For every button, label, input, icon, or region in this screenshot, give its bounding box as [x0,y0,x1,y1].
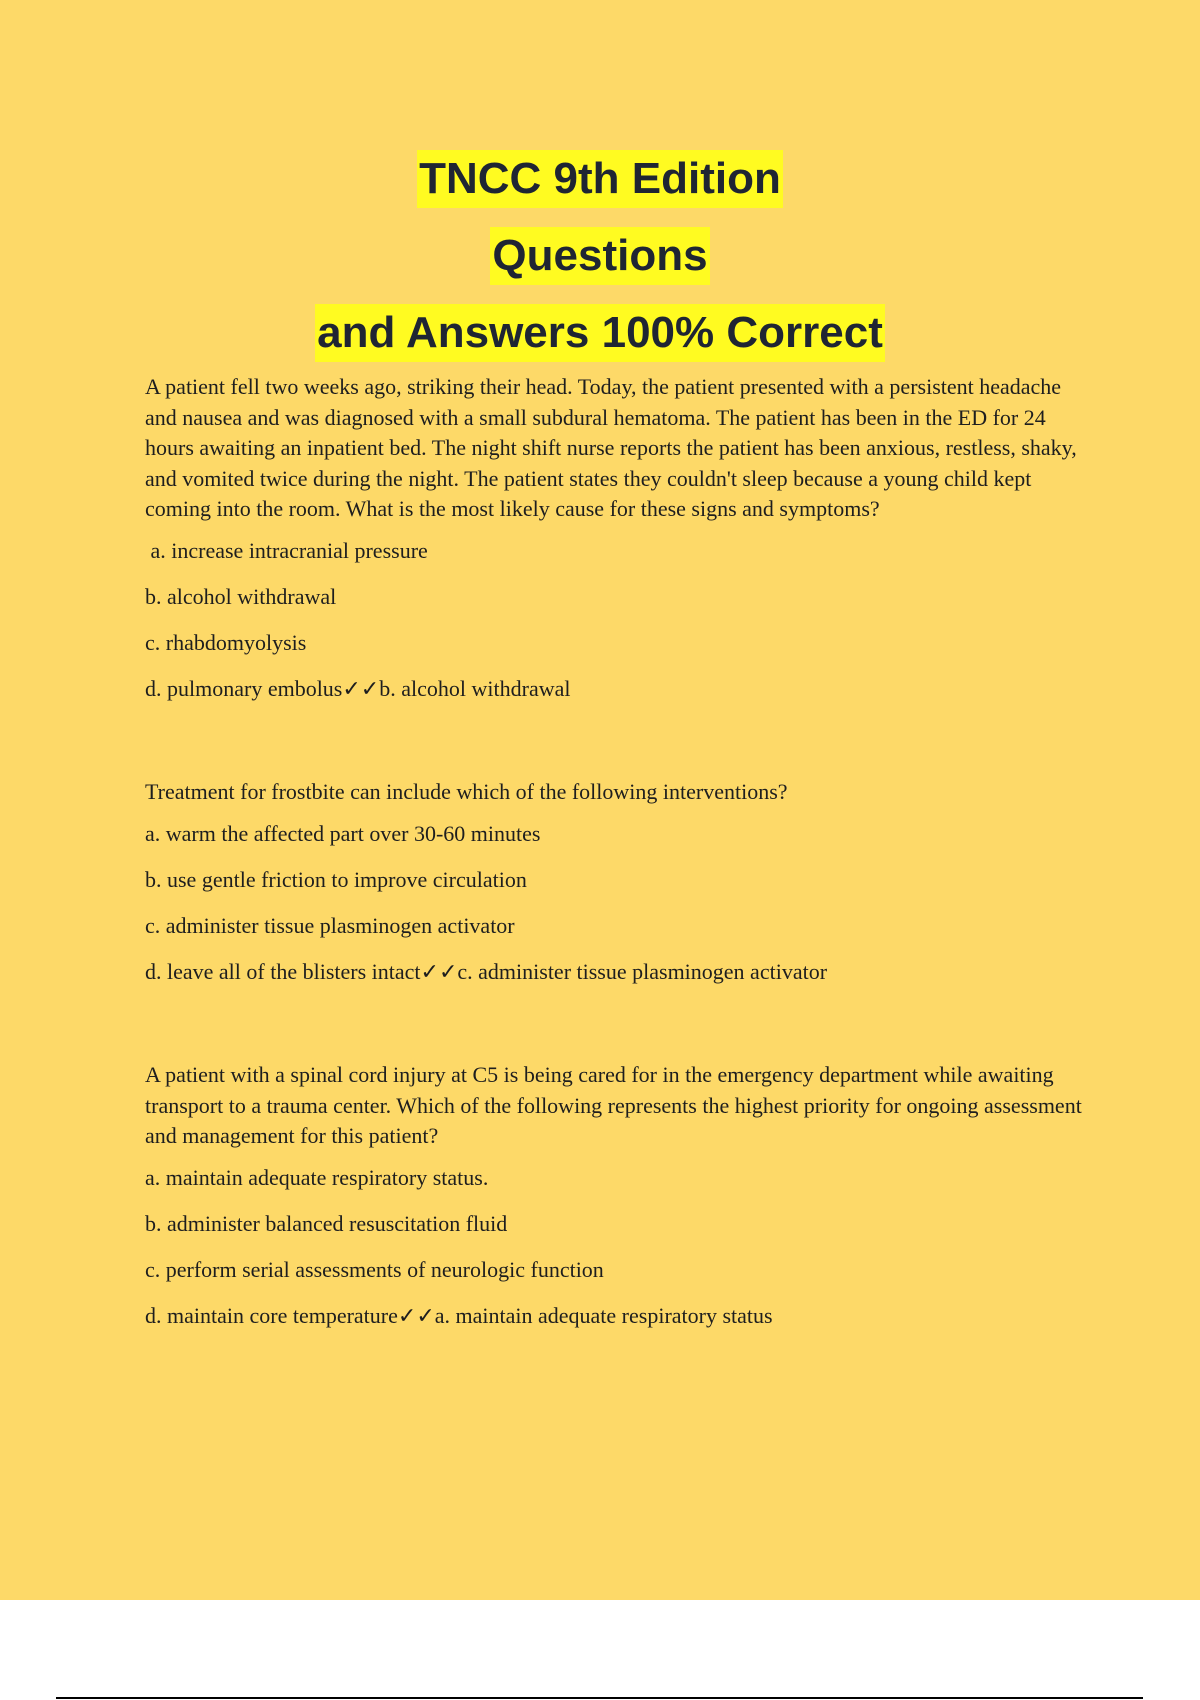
option-d-with-answer [145,957,1095,988]
option-d-with-answer [145,1301,1095,1332]
checkmark-icon: ✓✓ [342,676,380,702]
title-line-1: TNCC 9th Edition [417,150,783,208]
option-b: b. administer balanced resuscitation fluid [145,1210,508,1236]
option-c: c. perform serial assessments of neurologic function [145,1256,604,1282]
question-block-1 [145,372,1095,705]
checkmark-icon: ✓✓ [420,960,458,985]
option-d: d. leave all of the blisters intact [145,959,421,984]
option-b: b. alcohol withdrawal [145,583,337,609]
questions-content [145,372,1095,1348]
page-divider [56,1697,1143,1699]
document-title [0,140,1200,371]
title-line-3: and Answers 100% Correct [315,304,885,362]
question-text: A patient fell two weeks ago, striking their head. Today, the patient presented with a persistent headache and nausea and was diagnosed with a small subdural hematoma. The patient has been in the ED for 24 hours awaiting an inpatient bed. The night shift nurse reports the patient has been anxious, restless, shaky, and vomited twice during the night. The patient states they couldn't sleep because a young child kept coming into the room. What is the most likely cause for these signs and symptoms? [145,374,1077,521]
question-block-2 [145,777,1095,989]
question-text: Treatment for frostbite can include which of the following interventions? [145,778,788,804]
option-a: a. increase intracranial pressure [145,537,428,563]
option-d-with-answer [145,674,1095,705]
option-a: a. warm the affected part over 30-60 minutes [145,821,541,846]
correct-answer: b. alcohol withdrawal [379,675,571,701]
option-c: c. rhabdomyolysis [145,629,307,655]
option-a: a. maintain adequate respiratory status. [145,1164,489,1190]
checkmark-icon: ✓✓ [397,1303,435,1329]
correct-answer: a. maintain adequate respiratory status [434,1302,773,1328]
correct-answer: c. administer tissue plasminogen activator [457,959,828,984]
option-c: c. administer tissue plasminogen activator [145,913,515,938]
option-b: b. use gentle friction to improve circulation [145,867,527,892]
option-d: d. maintain core temperature [145,1302,398,1328]
title-line-2: Questions [490,227,709,285]
question-block-3 [145,1060,1095,1332]
question-text: A patient with a spinal cord injury at C5 is being cared for in the emergency department while awaiting transport to a trauma center. Which of the following represents the highest priority for ongoing assessment and management for this patient? [145,1062,1082,1148]
option-d: d. pulmonary embolus [145,675,343,701]
